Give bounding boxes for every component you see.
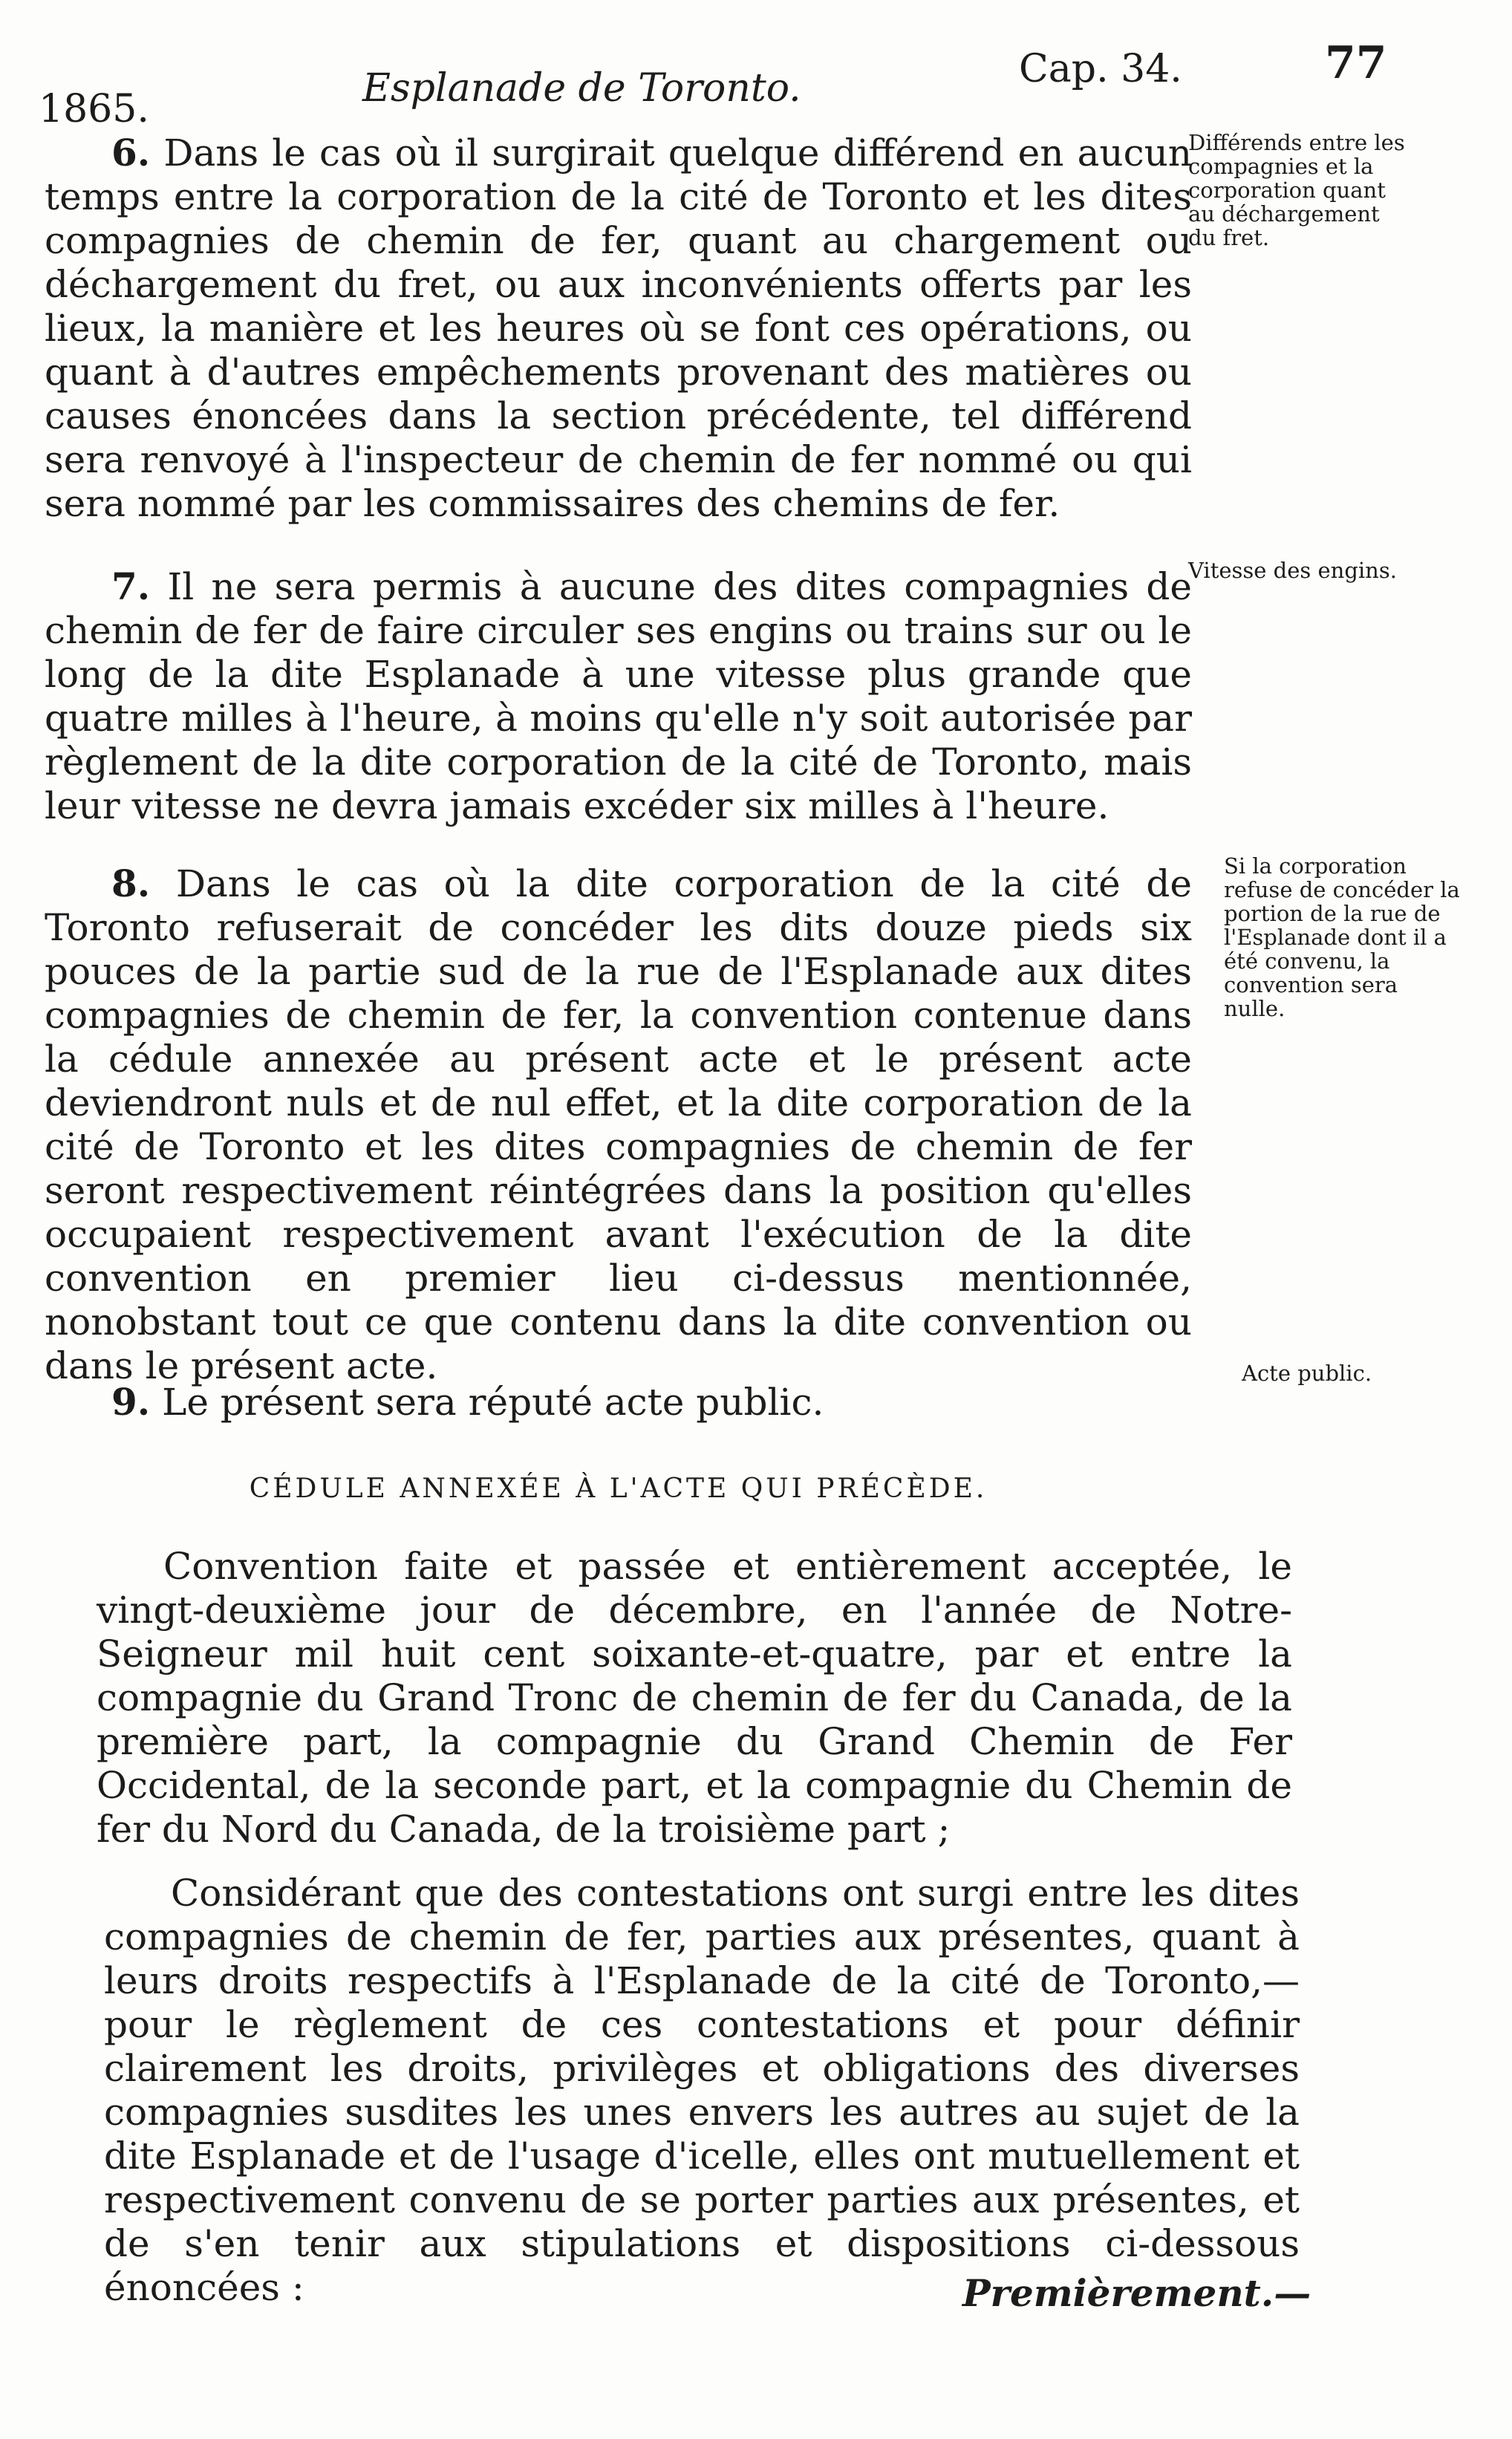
catchword: Premièrement.— — [962, 2271, 1311, 2315]
paragraph-text: Convention faite et passée et entièrement acceptée, le vingt-deuxième jour de décembre, en l'année de Notre-Seigneur mil huit cent soixante-et-quatre, par et entre la compagnie du Grand Tronc de chemin de fer du Canada, de la première part, la compagnie du Grand Chemin de Fer Occidental, de la seconde part, et la compagnie du Chemin de fer du Nord du Canada, de la troisième part ; — [97, 1545, 1292, 1851]
section-text: Dans le cas où la dite corporation de la cité de Toronto refuserait de concéder les dits douze pieds six pouces de la partie sud de la rue de l'Esplanade aux dites compagnies de chemin de fer, la convention contenue dans la cédule annexée au présent acte et le présent acte deviendront nuls et de nul effet, et la dite corporation de la cité de Toronto et les dites compagnies de chemin de fer seront respectivement réintégrées dans la position qu'elles occupaient respectivement avant l'exécution de la dite convention en premier lieu ci-dessus mentionnée, nonobstant tout ce que contenu dans la dite convention ou dans le présent acte. — [45, 862, 1192, 1387]
schedule-paragraph — [97, 1545, 1292, 1852]
section-number: 6. — [111, 131, 151, 175]
section-6 — [45, 131, 1192, 526]
marginal-note-6: Différends entre les compagnies et la corporation quant au déchargement du fret. — [1188, 130, 1405, 250]
section-number: 7. — [111, 564, 151, 608]
header-chapter: Cap. 34. — [1019, 47, 1182, 91]
section-number: 9. — [111, 1380, 151, 1424]
section-text: Dans le cas où il surgirait quelque différend en aucun temps entre la corporation de la cité de Toronto et les dites compagnies de chemin de fer, quant au chargement ou déchargement du fret, ou aux inconvénients offerts par les lieux, la manière et les heures où se font ces opérations, ou quant à d'autres empêchements provenant des matières ou causes énoncées dans la section précédente, tel différend sera renvoyé à l'inspecteur de chemin de fer nommé ou qui sera nommé par les commissaires des chemins de fer. — [45, 131, 1192, 525]
section-8 — [45, 862, 1192, 1388]
header-title: Esplanade de Toronto. — [362, 66, 801, 111]
page-number: 77 — [1325, 37, 1387, 89]
schedule-heading: CÉDULE ANNEXÉE À L'ACTE QUI PRÉCÈDE. — [249, 1474, 988, 1504]
marginal-note-8: Si la corporation refuse de concéder la portion de la rue de l'Esplanade dont il a été convenu, la convention sera nulle. — [1224, 853, 1460, 1021]
paragraph-text: Considérant que des contestations ont surgi entre les dites compagnies de chemin de fer, parties aux présentes, quant à leurs droits respectifs à l'Esplanade de la cité de Toronto,—pour le règlement de ces contestations et pour définir clairement les droits, privilèges et obligations des diverses compagnies susdites les unes envers les autres au sujet de la dite Esplanade et de l'usage d'icelle, elles ont mutuellement et respectivement convenu de se porter parties aux présentes, et de s'en tenir aux stipulations et dispositions ci-dessous énoncées : — [104, 1872, 1300, 2309]
section-number: 8. — [111, 862, 151, 905]
marginal-note-7: Vitesse des engins. — [1188, 558, 1397, 583]
section-text: Il ne sera permis à aucune des dites compagnies de chemin de fer de faire circuler ses engins ou trains sur ou le long de la dite Esplanade à une vitesse plus grande que quatre milles à l'heure, à moins qu'elle n'y soit autorisée par règlement de la dite corporation de la cité de Toronto, mais leur vitesse ne devra jamais excéder six milles à l'heure. — [45, 565, 1192, 827]
schedule-paragraph — [104, 1872, 1300, 2310]
marginal-note-9: Acte public. — [1242, 1361, 1372, 1386]
section-7 — [45, 564, 1192, 828]
section-text: Le présent sera réputé acte public. — [162, 1381, 824, 1424]
header-year: 1865. — [39, 87, 149, 131]
section-9 — [45, 1380, 1192, 1424]
